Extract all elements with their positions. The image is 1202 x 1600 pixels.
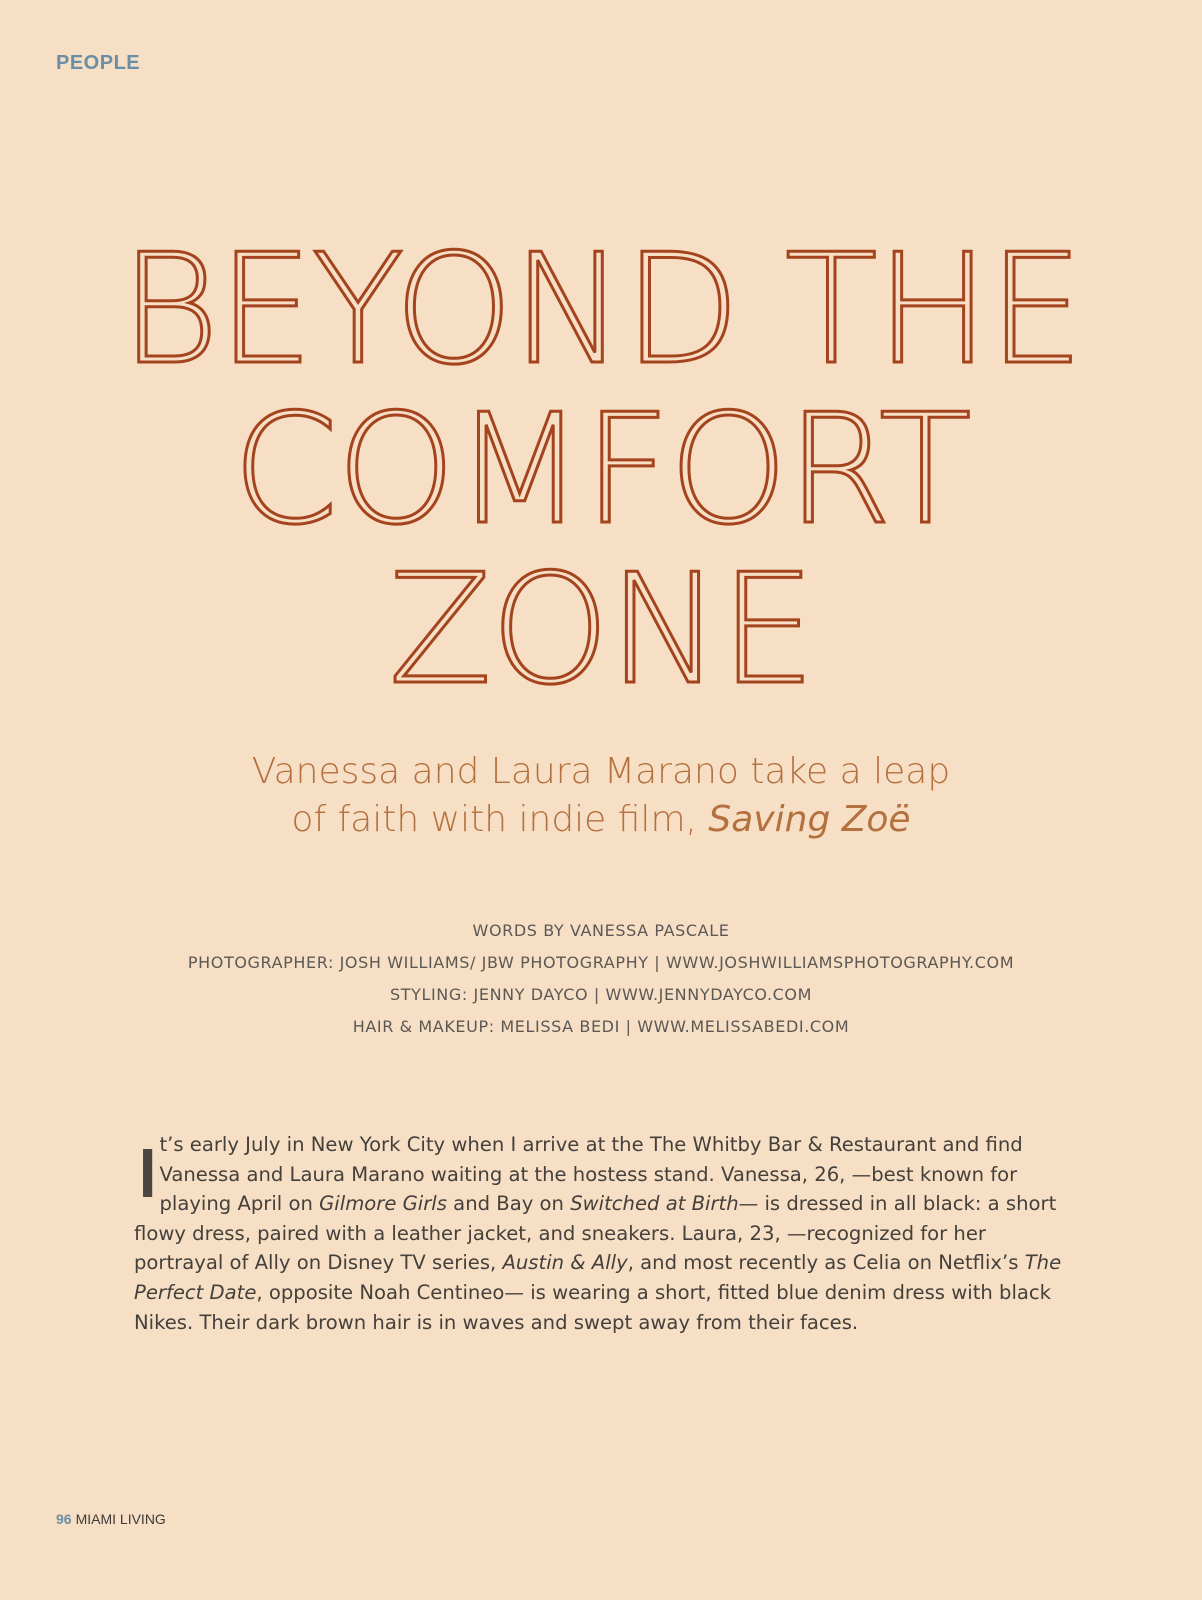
show-title-switched-at-birth: Switched at Birth — [570, 1192, 739, 1216]
body-segment: t’s early July in New York City when I arrive at the The Whitby Bar & Restaurant and find Vanessa and Laura Marano waiting at the hostess stand. Vanessa, 26, —best known for playing April on — [159, 1133, 1023, 1216]
drop-cap: I — [134, 1134, 162, 1212]
show-title-gilmore-girls: Gilmore Girls — [319, 1192, 447, 1216]
headline-line-1: BEYOND THE — [120, 221, 1082, 398]
credit-styling: STYLING: JENNY DAYCO | WWW.JENNYDAYCO.COM — [389, 985, 813, 1004]
page-number: 96 — [56, 1511, 72, 1527]
subhead-line-2-text: of faith with indie film, — [291, 799, 709, 840]
headline-line-2: COMFORT — [232, 381, 970, 558]
film-title: Saving Zoë — [708, 799, 911, 840]
credit-photographer: PHOTOGRAPHER: JOSH WILLIAMS/ JBW PHOTOGRAPHY | WWW.JOSHWILLIAMSPHOTOGRAPHY.COM — [187, 953, 1015, 972]
article-subhead — [0, 748, 1202, 844]
article-body — [134, 1130, 1064, 1337]
show-title-austin-and-ally: Austin & Ally — [502, 1251, 628, 1275]
subhead-line-1: Vanessa and Laura Marano take a leap — [251, 751, 951, 792]
article-headline — [0, 221, 1202, 718]
body-segment: and Bay on — [446, 1192, 571, 1216]
body-segment: , opposite Noah Centineo— is wearing a short, fitted blue denim dress with black Nikes. Their dark brown hair is in waves and swept away from their faces. — [134, 1280, 1052, 1334]
publication-name: MIAMI LIVING — [75, 1511, 166, 1527]
article-credits — [0, 915, 1202, 1043]
credit-writer: WORDS BY VANESSA PASCALE — [472, 921, 730, 940]
subhead-line-2 — [0, 796, 1202, 844]
body-segment: , and most recently as Celia on Netflix’s — [627, 1251, 1025, 1275]
credit-hair-makeup: HAIR & MAKEUP: MELISSA BEDI | WWW.MELISSABEDI.COM — [352, 1017, 850, 1036]
headline-line-3: ZONE — [388, 541, 814, 718]
body-segment: — is dressed in all black: a short flowy dress, paired with a leather jacket, and sneakers. Laura, 23, —recognized for her portrayal of Ally on Disney TV series, — [134, 1192, 1057, 1275]
film-title-the-perfect-date: The Perfect Date — [134, 1251, 1062, 1304]
section-label: PEOPLE — [56, 52, 141, 74]
page-footer — [56, 1511, 166, 1527]
